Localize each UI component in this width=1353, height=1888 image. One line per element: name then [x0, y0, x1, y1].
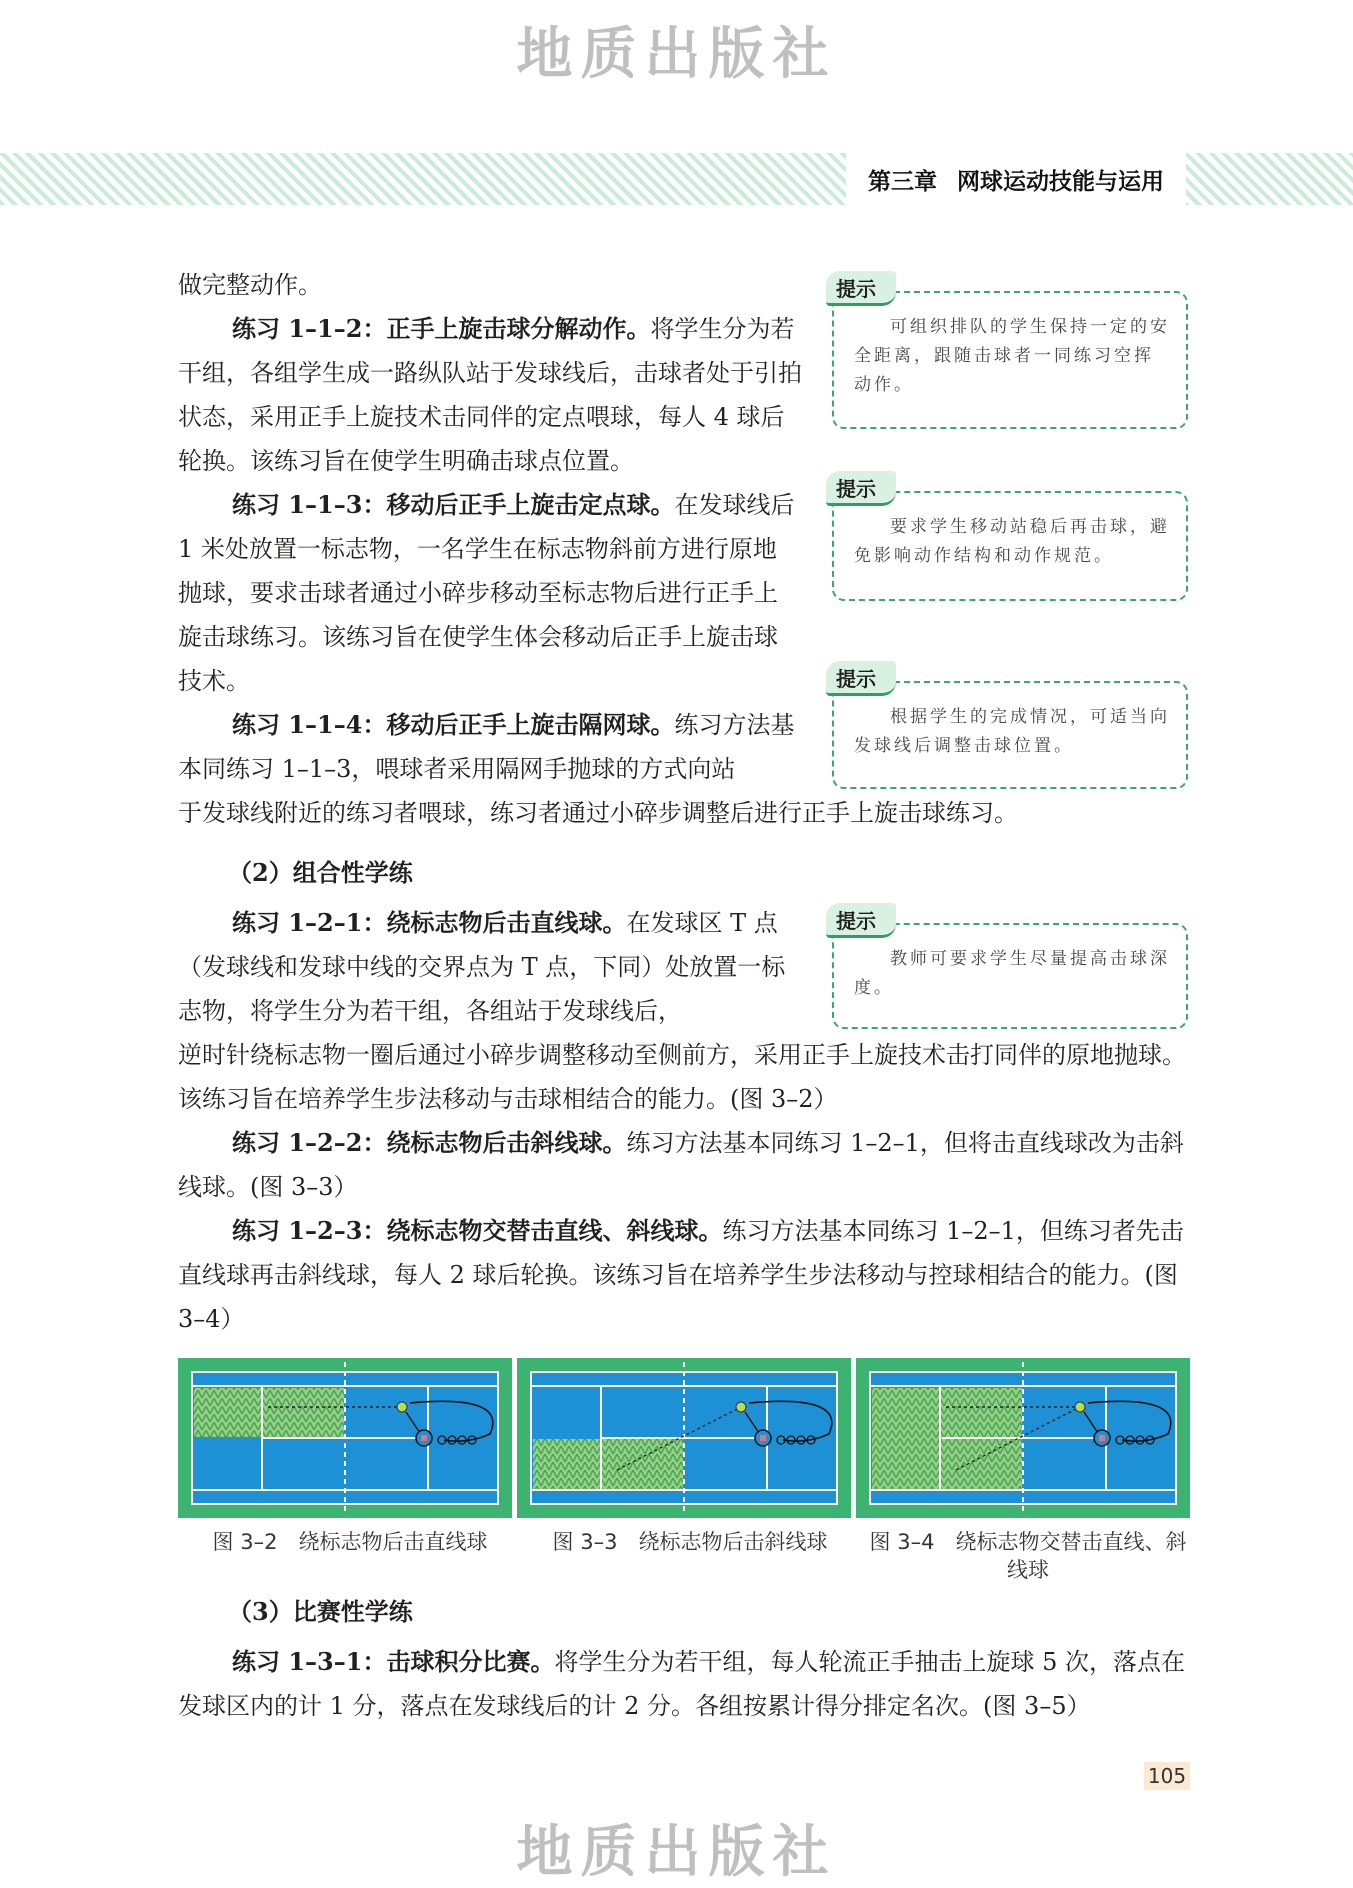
tip-text: 根据学生的完成情况，可适当向发球线后调整击球位置。 [854, 707, 1170, 756]
figure-caption: 图 3–3 绕标志物后击斜线球 [552, 1530, 828, 1554]
exercise-title: 练习 1–1–3：移动后正手上旋击定点球。 [232, 490, 675, 519]
paragraph-exercise-1-2-3 [178, 1209, 1190, 1341]
exercise-text: 练习方法基本同练习 1–1–3，喂球者采用隔网手抛球的方式向站 [178, 711, 795, 783]
publisher-watermark-top: 地质出版社 [516, 21, 837, 87]
paragraph-exercise-1-2-2 [178, 1121, 1190, 1209]
paragraph-exercise-1-1-4 [178, 703, 808, 791]
paragraph-intro: 做完整动作。 [178, 271, 322, 299]
paragraph-exercise-1-1-3 [178, 483, 800, 703]
paragraph-exercise-1-1-4-tail: 于发球线附近的练习者喂球，练习者通过小碎步调整后进行正手上旋击球练习。 [178, 799, 1018, 827]
exercise-title: 练习 1–1–2：正手上旋击球分解动作。 [232, 314, 651, 343]
section-heading-combined: （2）组合性学练 [228, 858, 413, 887]
tip-text: 可组织排队的学生保持一定的安全距离，跟随击球者一同练习空挥动作。 [854, 317, 1170, 395]
tip-box [832, 277, 1188, 429]
exercise-title: 练习 1–1–4：移动后正手上旋击隔网球。 [232, 710, 675, 739]
exercise-title: 练习 1–2–3：绕标志物交替击直线、斜线球。 [232, 1216, 723, 1245]
tip-badge-label: 提示 [836, 667, 876, 691]
figure-3-4-court-diagram [856, 1358, 1190, 1518]
tip-badge [826, 271, 896, 306]
tip-badge [826, 471, 896, 506]
chapter-title: 网球运动技能与运用 [957, 168, 1164, 195]
exercise-title: 练习 1–3–1：击球积分比赛。 [232, 1647, 555, 1676]
tip-text: 要求学生移动站稳后再击球，避免影响动作结构和动作规范。 [854, 517, 1170, 566]
figure-caption: 图 3–4 绕标志物交替击直线、斜线球 [869, 1530, 1187, 1582]
figure-3-3-court-diagram [517, 1358, 851, 1518]
publisher-watermark-bottom: 地质出版社 [516, 1819, 837, 1885]
paragraph-exercise-1-2-1 [178, 901, 800, 1033]
exercise-text: 练习方法基本同练习 1–2–1，但将击直线球改为击斜线球。(图 3–3） [178, 1129, 1184, 1201]
exercise-text: 将学生分为若干组，各组学生成一路纵队站于发球线后，击球者处于引拍状态，采用正手上旋技术击同伴的定点喂球，每人 4 球后轮换。该练习旨在使学生明确击球点位置。 [178, 315, 802, 475]
exercise-text: 练习方法基本同练习 1–2–1，但练习者先击直线球再击斜线球，每人 2 球后轮换。该练习旨在培养学生步法移动与控球相结合的能力。(图 3–4） [178, 1217, 1184, 1333]
section-heading-competition: （3）比赛性学练 [228, 1597, 413, 1626]
tip-box [832, 667, 1188, 789]
paragraph-exercise-1-2-1-tail: 逆时针绕标志物一圈后通过小碎步调整移动至侧前方，采用正手上旋技术击打同伴的原地抛球。该练习旨在培养学生步法移动与击球相结合的能力。(图 3–2） [178, 1041, 1186, 1113]
figure-3-2-court-diagram [178, 1358, 512, 1518]
paragraph-exercise-1-1-2 [178, 307, 808, 483]
exercise-title: 练习 1–2–1：绕标志物后击直线球。 [232, 908, 627, 937]
figure-row [178, 1358, 1190, 1518]
tip-badge-label: 提示 [836, 909, 876, 933]
tip-text: 教师可要求学生尽量提高击球深度。 [854, 949, 1170, 998]
tip-box [832, 477, 1188, 601]
tip-badge-label: 提示 [836, 477, 876, 501]
tip-badge [826, 661, 896, 696]
figure-caption: 图 3–2 绕标志物后击直线球 [212, 1530, 488, 1554]
exercise-title: 练习 1–2–2：绕标志物后击斜线球。 [232, 1128, 627, 1157]
exercise-text: 将学生分为若干组，每人轮流正手抽击上旋球 5 次，落点在发球区内的计 1 分，落点在发球线后的计 2 分。各组按累计得分排定名次。(图 3–5） [178, 1648, 1185, 1720]
chapter-number: 第三章 [868, 168, 937, 195]
tip-badge-label: 提示 [836, 277, 876, 301]
tip-badge [826, 903, 896, 938]
exercise-text: 在发球线后 1 米处放置一标志物，一名学生在标志物斜前方进行原地抛球，要求击球者通过小碎步移动至标志物后进行正手上旋击球练习。该练习旨在使学生体会移动后正手上旋击球技术。 [178, 491, 795, 695]
page-number: 105 [1144, 1762, 1190, 1790]
tip-box [832, 909, 1188, 1029]
paragraph-exercise-1-3-1 [178, 1640, 1190, 1728]
chapter-header [846, 153, 1186, 205]
exercise-text: 在发球区 T 点（发球线和发球中线的交界点为 T 点，下同）处放置一标志物，将学生分为若干组，各组站于发球线后， [178, 909, 786, 1025]
